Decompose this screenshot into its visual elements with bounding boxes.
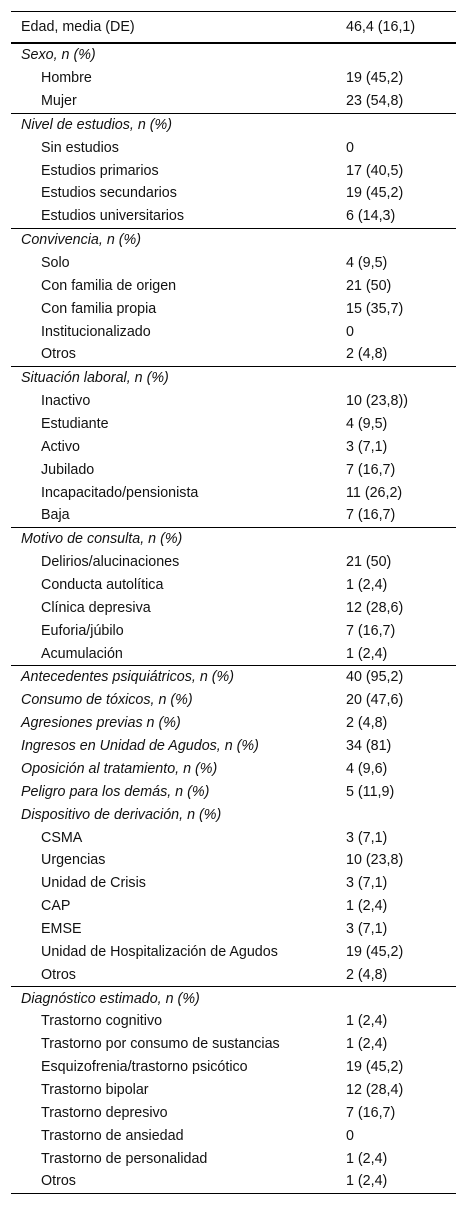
- row-value: 2 (4,8): [346, 715, 388, 732]
- section-label: Sexo, n (%): [21, 47, 96, 64]
- table-row: [11, 504, 456, 527]
- row-value: [346, 803, 456, 826]
- table-row: [11, 918, 456, 941]
- table-row: [11, 1170, 456, 1193]
- row-value: 3 (7,1): [346, 875, 388, 892]
- row-value: 19 (45,2): [346, 1059, 404, 1076]
- row-label: Con familia de origen: [41, 277, 177, 294]
- row-value: 11 (26,2): [346, 484, 403, 501]
- table-row: [11, 895, 456, 918]
- row-label: Estudios universitarios: [41, 208, 185, 225]
- row-value: 7 (16,7): [346, 622, 396, 639]
- table-row: [11, 849, 456, 872]
- section-label: Nivel de estudios, n (%): [11, 113, 346, 136]
- row-value: 21 (50): [346, 277, 392, 294]
- section-label: Diagnóstico estimado, n (%): [11, 987, 346, 1010]
- row-label: Solo: [41, 255, 70, 272]
- row-value: 23 (54,8): [346, 93, 404, 109]
- row-value: 17 (40,5): [346, 162, 404, 179]
- table-row: [11, 1102, 456, 1125]
- section-label: Consumo de tóxicos, n (%): [21, 692, 193, 709]
- table-row: [11, 1147, 456, 1170]
- section-row: [11, 528, 456, 551]
- row-label: Unidad de Crisis: [41, 875, 146, 892]
- section-label: Convivencia, n (%): [11, 228, 346, 251]
- row-label: Activo: [41, 438, 80, 455]
- table-row: [11, 826, 456, 849]
- row-label: Sin estudios: [41, 139, 119, 156]
- table-row: [11, 481, 456, 504]
- section-label: Oposición al tratamiento, n (%): [21, 760, 218, 777]
- table-row: [11, 90, 456, 113]
- row-value: 4 (9,5): [346, 416, 388, 433]
- row-value: 4 (9,6): [346, 760, 388, 777]
- row-value: 5 (11,9): [346, 783, 395, 800]
- row-label: Trastorno por consumo de sustancias: [41, 1036, 280, 1053]
- table-row: [11, 1079, 456, 1102]
- row-value: 7 (16,7): [346, 1104, 396, 1121]
- section-row: [11, 712, 456, 735]
- row-value: 1 (2,4): [346, 898, 388, 915]
- row-label: Baja: [41, 507, 70, 524]
- row-value: 21 (50): [346, 554, 392, 571]
- row-label: Otros: [41, 966, 76, 983]
- row-value: 3 (7,1): [346, 829, 388, 846]
- row-label: Inactivo: [41, 393, 91, 410]
- section-row: [11, 228, 456, 251]
- row-value: 0: [346, 139, 354, 156]
- table-row: [11, 597, 456, 620]
- table-row: [11, 458, 456, 481]
- row-value: [346, 43, 456, 67]
- row-value: 19 (45,2): [346, 185, 404, 202]
- row-label: Mujer: [41, 93, 77, 109]
- row-value: [346, 987, 456, 1010]
- section-label: Ingresos en Unidad de Agudos, n (%): [21, 738, 259, 755]
- section-label: Dispositivo de derivación, n (%): [21, 806, 222, 823]
- row-label: Estudiante: [41, 416, 109, 433]
- row-label: Otros: [11, 1170, 346, 1193]
- row-label: Trastorno de ansiedad: [41, 1127, 184, 1144]
- section-label: Agresiones previas n (%): [21, 715, 181, 732]
- section-label: Motivo de consulta, n (%): [11, 528, 346, 551]
- row-value: 1 (2,4): [346, 577, 388, 594]
- row-value: 1 (2,4): [346, 1013, 388, 1030]
- row-label: Delirios/alucinaciones: [41, 554, 180, 571]
- row-value: 3 (7,1): [346, 920, 388, 937]
- row-label: Estudios secundarios: [41, 185, 177, 202]
- row-value: 3 (7,1): [346, 438, 388, 455]
- table-row: [11, 1056, 456, 1079]
- row-value: 1 (2,4): [346, 1150, 388, 1167]
- table-row: [11, 67, 456, 90]
- section-row: [11, 987, 456, 1010]
- row-value: [346, 228, 456, 251]
- table-row: [11, 343, 456, 366]
- row-label: Trastorno depresivo: [41, 1104, 168, 1121]
- table-row: [11, 159, 456, 182]
- row-value: [346, 528, 456, 551]
- row-value: 10 (23,8): [346, 852, 404, 869]
- table-row: [11, 413, 456, 436]
- section-label: Peligro para los demás, n (%): [21, 783, 210, 800]
- table-row: [11, 297, 456, 320]
- row-label: Conducta autolítica: [41, 577, 164, 594]
- row-value: 0: [346, 1127, 354, 1144]
- row-label: CAP: [41, 898, 71, 915]
- row-label: Hombre: [41, 70, 92, 87]
- row-value: 6 (14,3): [346, 208, 396, 225]
- row-value: 15 (35,7): [346, 300, 404, 317]
- row-label: Euforia/júbilo: [41, 622, 124, 639]
- row-value: 2 (4,8): [346, 346, 388, 363]
- row-label: Acumulación: [41, 645, 123, 662]
- row-value: 12 (28,6): [346, 599, 404, 616]
- row-value: [346, 113, 456, 136]
- section-row: [11, 43, 456, 67]
- row-label: Esquizofrenia/trastorno psicótico: [41, 1059, 248, 1076]
- row-value: 19 (45,2): [346, 70, 404, 87]
- row-value: 2 (4,8): [346, 966, 388, 983]
- row-value: 7 (16,7): [346, 507, 396, 524]
- table-body: [11, 43, 456, 1193]
- section-row: [11, 689, 456, 712]
- section-row: [11, 758, 456, 781]
- table-row: [11, 872, 456, 895]
- row-label: Trastorno de personalidad: [41, 1150, 208, 1167]
- section-label: Antecedentes psiquiátricos, n (%): [11, 666, 346, 689]
- table-row: [11, 436, 456, 459]
- row-label: Incapacitado/pensionista: [41, 484, 199, 501]
- row-value: 1 (2,4): [346, 1036, 388, 1053]
- section-row: [11, 803, 456, 826]
- table-row: [11, 1124, 456, 1147]
- table-row: [11, 642, 456, 665]
- row-value: 34 (81): [346, 738, 392, 755]
- table-row: [11, 252, 456, 275]
- row-value: 1 (2,4): [346, 1170, 456, 1193]
- section-label: Situación laboral, n (%): [11, 367, 346, 390]
- table-row: [11, 205, 456, 228]
- table-row: [11, 390, 456, 413]
- row-label: Institucionalizado: [41, 323, 151, 340]
- row-value: 0: [346, 323, 354, 340]
- row-label: Urgencias: [41, 852, 106, 869]
- section-row: [11, 781, 456, 804]
- table-row: [11, 136, 456, 159]
- row-value: 4 (9,5): [346, 255, 388, 272]
- row-label: Clínica depresiva: [41, 599, 151, 616]
- header-value: 46,4 (16,1): [346, 19, 416, 35]
- row-value: 20 (47,6): [346, 692, 404, 709]
- table-row: [11, 941, 456, 964]
- row-label: Estudios primarios: [41, 162, 159, 179]
- section-row: [11, 367, 456, 390]
- table-row: [11, 320, 456, 343]
- row-label: EMSE: [41, 920, 82, 937]
- section-row: [11, 113, 456, 136]
- row-value: 7 (16,7): [346, 461, 396, 478]
- row-label: Jubilado: [41, 461, 95, 478]
- row-value: 19 (45,2): [346, 943, 404, 960]
- header-label: Edad, media (DE): [21, 19, 135, 35]
- row-label: Trastorno cognitivo: [41, 1013, 163, 1030]
- row-value: [346, 367, 456, 390]
- section-row: [11, 666, 456, 689]
- table-row: [11, 551, 456, 574]
- row-value: 12 (28,4): [346, 1081, 404, 1098]
- row-label: Otros: [41, 346, 76, 363]
- row-label: Con familia propia: [41, 300, 157, 317]
- table-row: [11, 1010, 456, 1033]
- row-value: 1 (2,4): [346, 645, 388, 662]
- section-row: [11, 735, 456, 758]
- row-value: 40 (95,2): [346, 666, 456, 689]
- table-row: [11, 275, 456, 298]
- table-header-row: [11, 12, 456, 44]
- demographics-table: [11, 11, 456, 1194]
- table-row: [11, 574, 456, 597]
- row-label: CSMA: [41, 829, 83, 846]
- table-row: [11, 182, 456, 205]
- table-row: [11, 963, 456, 986]
- row-value: 10 (23,8)): [346, 393, 408, 410]
- row-label: Trastorno bipolar: [41, 1081, 149, 1098]
- table-row: [11, 1033, 456, 1056]
- row-label: Unidad de Hospitalización de Agudos: [41, 943, 278, 960]
- table-row: [11, 619, 456, 642]
